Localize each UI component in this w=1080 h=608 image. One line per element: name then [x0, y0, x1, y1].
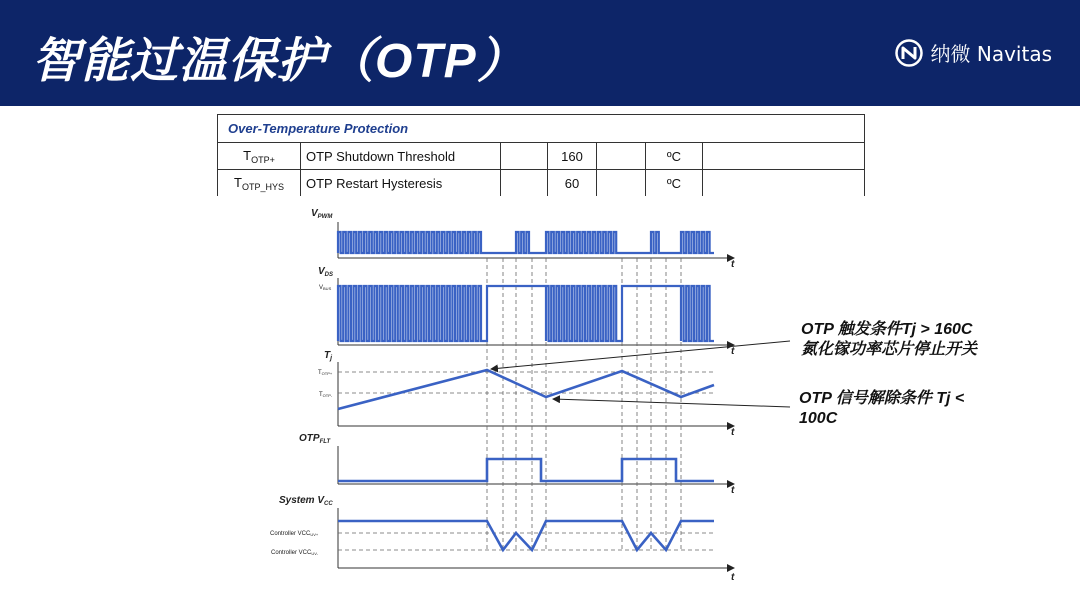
- annotation-line: 氮化镓功率芯片停止开关: [801, 341, 978, 358]
- otpflt-trace: [338, 459, 714, 481]
- symbol-main: T: [234, 174, 242, 190]
- otpflt-label: $OTP_{FLT}$: [299, 433, 331, 445]
- annotation-line: 100C: [799, 410, 838, 427]
- annotation-line: OTP 触发条件Tj > 160C: [801, 321, 973, 338]
- otp-release-arrow: [553, 399, 790, 407]
- tj-label: $T_j$: [324, 350, 333, 362]
- description-cell: OTP Restart Hysteresis: [301, 170, 501, 197]
- vbus-level-label: VBUS: [319, 285, 332, 291]
- vds-trace: [338, 286, 714, 341]
- symbol-main: T: [243, 147, 252, 163]
- symbol-subscript: OTP+: [251, 154, 275, 165]
- vpwm-trace: [338, 232, 714, 253]
- vpwm-label: $V_{PWM}$: [311, 208, 333, 220]
- t-axis-label: t: [731, 572, 735, 583]
- t-axis-label: t: [731, 485, 735, 496]
- unit-cell: ºC: [646, 143, 703, 170]
- symbol-subscript: OTP_HYS: [241, 181, 284, 192]
- vcc-label: System $V_{CC}$: [279, 495, 333, 507]
- otp-release-annotation: [799, 389, 964, 429]
- tj-trace: [338, 370, 714, 409]
- vcc-uvm-label: Controller VCCUV-: [271, 550, 319, 556]
- vcc-uvp-label: Controller VCCUV+: [270, 531, 319, 537]
- brand-name: 纳微 Navitas: [930, 42, 1052, 66]
- table-heading: Over-Temperature Protection: [218, 115, 865, 143]
- totp-minus-label: TOTP-: [319, 392, 333, 398]
- otp-trigger-annotation: [801, 320, 977, 360]
- t-axis-label: t: [731, 259, 735, 270]
- totp-plus-label: TOTP+: [318, 370, 333, 376]
- traces: [338, 232, 714, 550]
- t-axis-label: t: [731, 346, 735, 357]
- page-title: 智能过温保护（OTP）: [32, 35, 526, 88]
- vcc-trace: [338, 521, 714, 550]
- annotation-line: OTP 信号解除条件 Tj <: [799, 390, 965, 407]
- unit-cell: ºC: [646, 170, 703, 197]
- description-cell: OTP Shutdown Threshold: [301, 143, 501, 170]
- t-axis-label: t: [731, 427, 735, 438]
- typ-cell: 160: [548, 143, 597, 170]
- vds-label: $V_{DS}$: [318, 266, 334, 278]
- typ-cell: 60: [548, 170, 597, 197]
